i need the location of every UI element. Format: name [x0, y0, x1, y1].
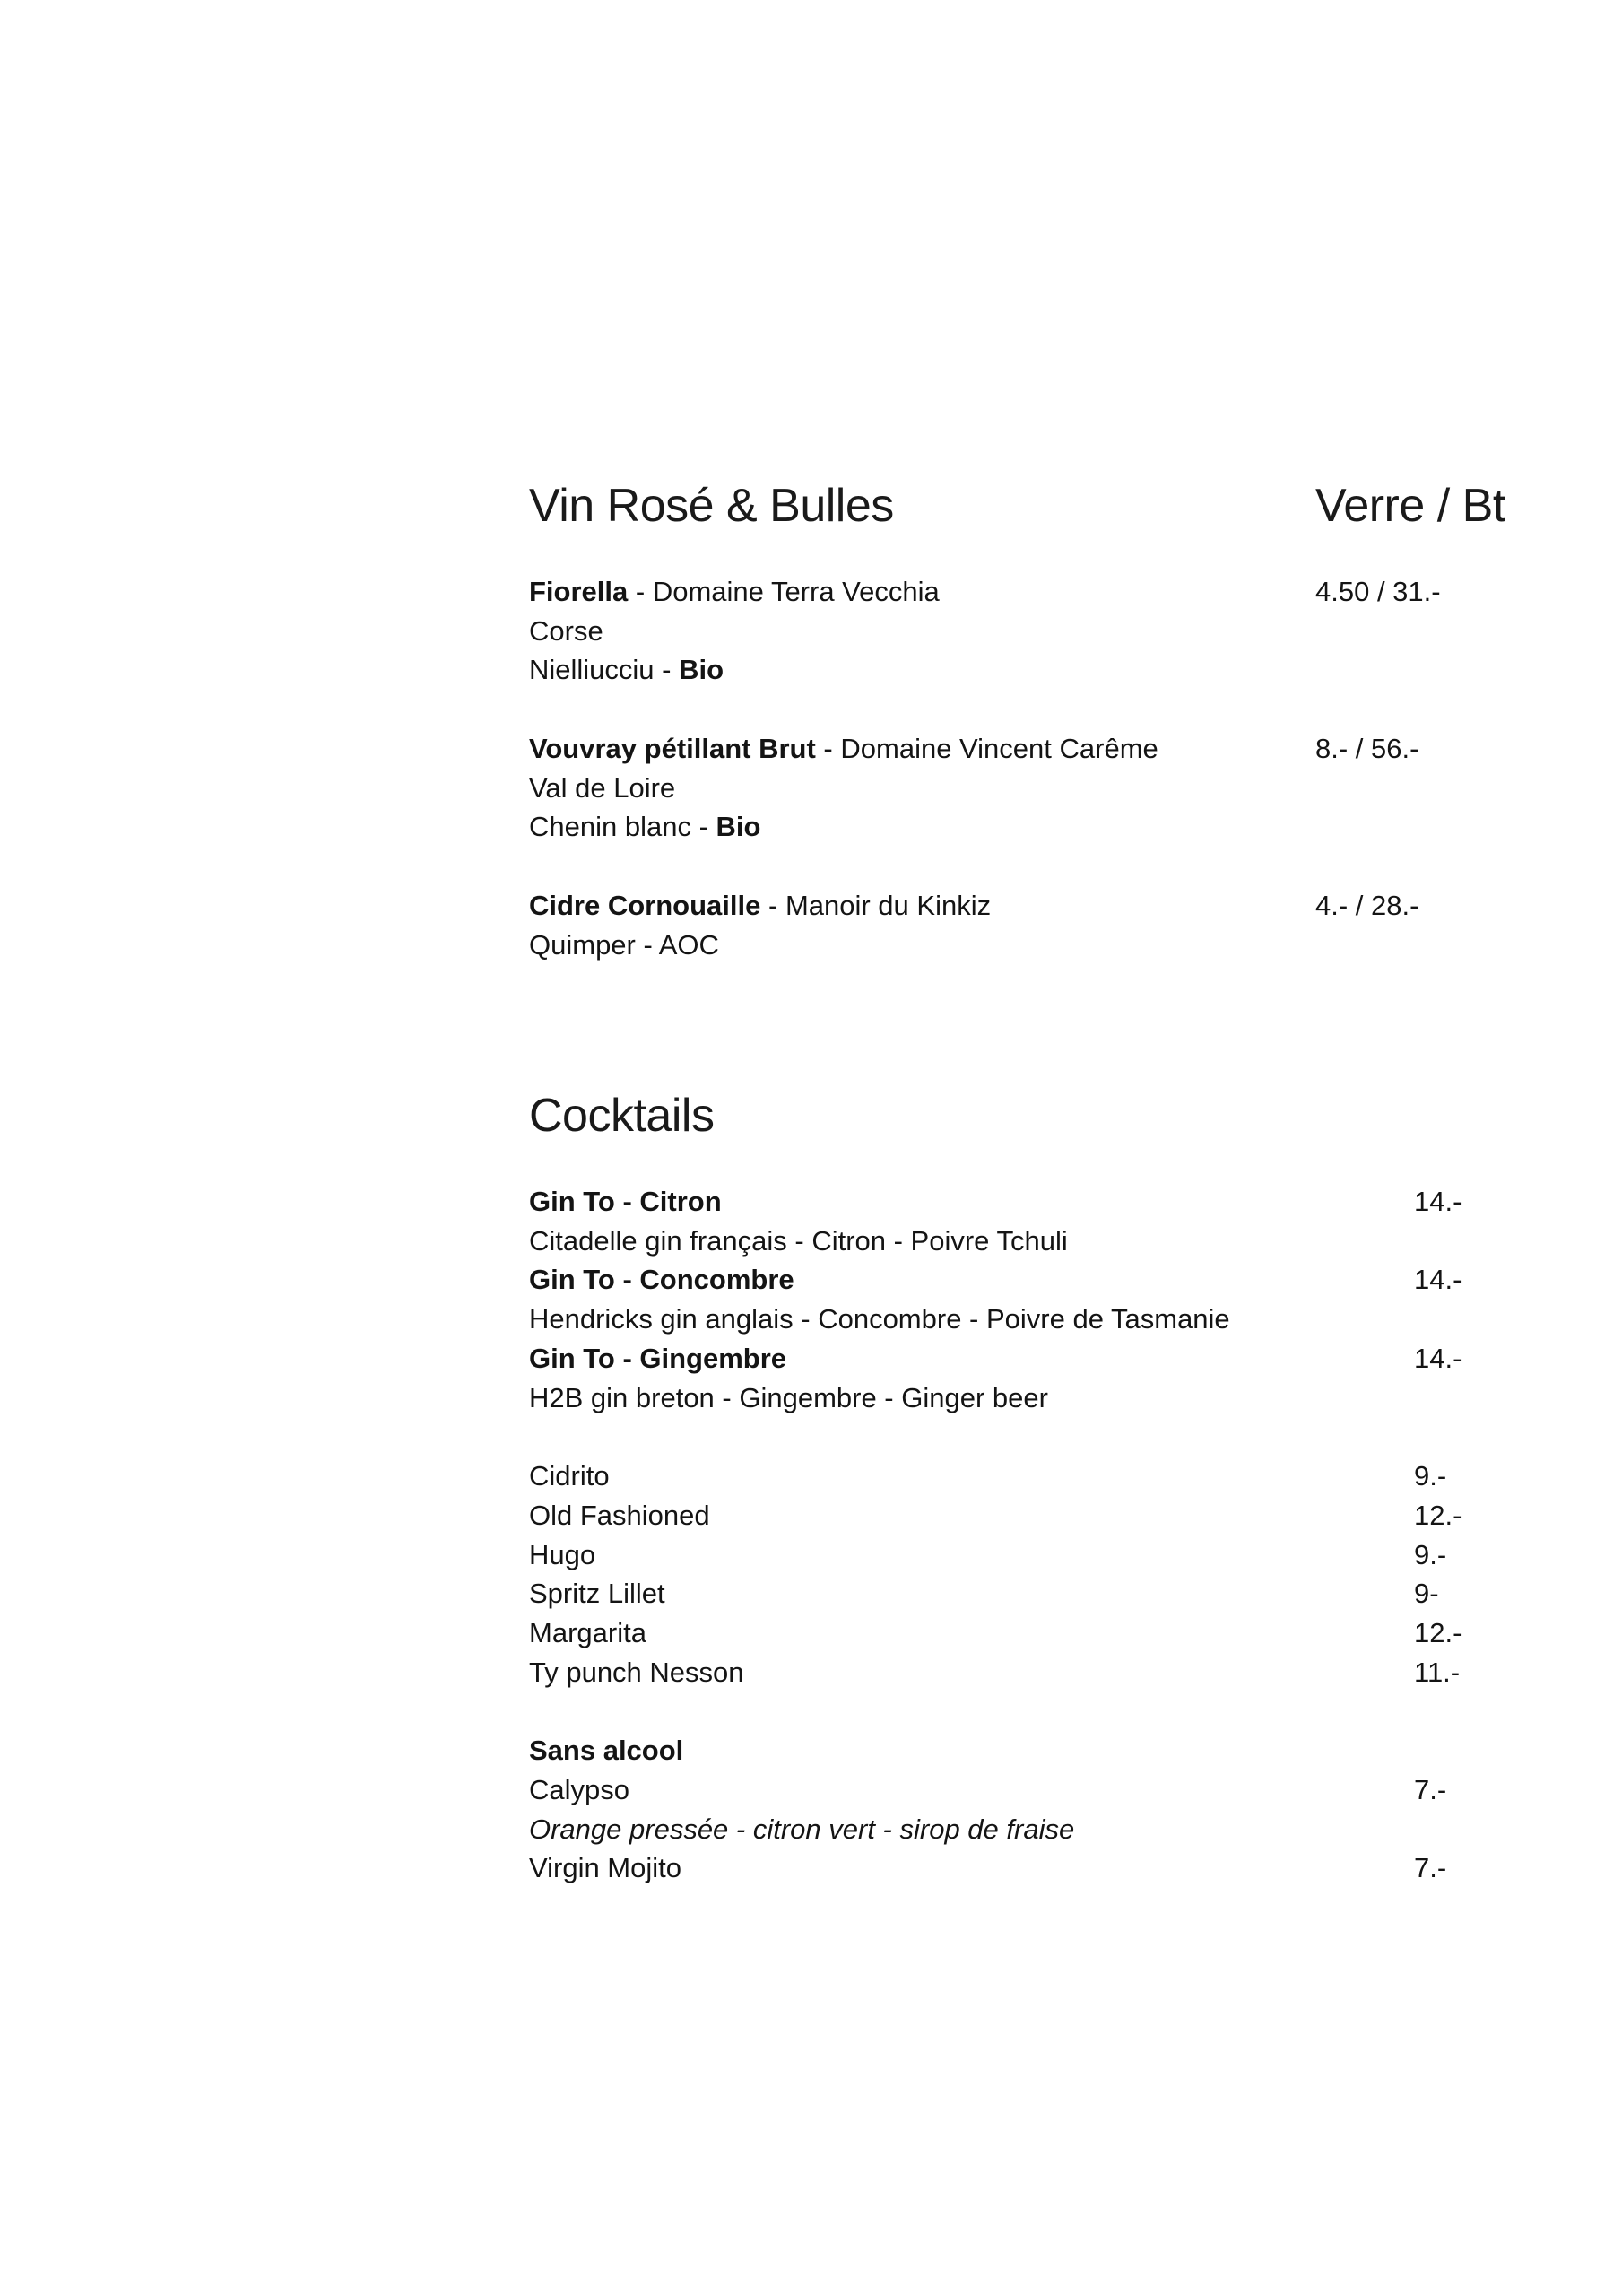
sans-alcool-title	[529, 1731, 683, 1770]
cocktails-section-title: Cocktails	[529, 1090, 715, 1142]
cocktail-item-price: 11.-	[1414, 1657, 1461, 1688]
cocktail-name-text: Gin To - Concombre	[529, 1264, 794, 1295]
wine-item-label: Bio	[679, 654, 724, 685]
sans-alcool-title-text: Sans alcool	[529, 1735, 684, 1766]
wine-item-producer: Domaine Vincent Carême	[840, 733, 1158, 764]
separator: -	[690, 811, 716, 842]
separator: -	[654, 654, 680, 685]
separator: -	[760, 890, 785, 921]
cocktail-item-price: 14.-	[1414, 1186, 1462, 1217]
cocktail-name-text: Gin To - Citron	[529, 1186, 722, 1217]
wine-item-grape-line	[529, 650, 724, 690]
separator: -	[815, 733, 841, 764]
mocktail-item-name: Virgin Mojito	[529, 1852, 682, 1883]
mocktail-item-price: 7.-	[1414, 1774, 1447, 1805]
cocktail-item-price: 12.-	[1414, 1617, 1462, 1648]
wine-item-price: 4.- / 28.-	[1315, 890, 1419, 921]
cocktail-item-name: Old Fashioned	[529, 1500, 710, 1531]
cocktail-item-price: 9-	[1414, 1578, 1439, 1609]
cocktail-item-price: 9.-	[1414, 1460, 1447, 1492]
cocktail-name-text: Gin To - Gingembre	[529, 1343, 787, 1374]
mocktail-item-price: 7.-	[1414, 1852, 1447, 1883]
cocktail-item-desc: Citadelle gin français - Citron - Poivre Tchuli	[529, 1225, 1068, 1257]
wine-item-grape-line	[529, 807, 760, 847]
wine-section-title: Vin Rosé & Bulles	[529, 480, 894, 532]
wine-item-grape: Chenin blanc	[529, 811, 691, 842]
cocktail-item-desc: H2B gin breton - Gingembre - Ginger beer	[529, 1382, 1048, 1413]
cocktail-item-price: 14.-	[1414, 1264, 1462, 1295]
mocktail-item-name: Calypso	[529, 1774, 629, 1805]
cocktail-item-price: 12.-	[1414, 1500, 1462, 1531]
cocktail-item-name: Ty punch Nesson	[529, 1657, 744, 1688]
wine-item-grape: Nielliucciu	[529, 654, 655, 685]
mocktail-item-desc: Orange pressée - citron vert - sirop de fraise	[529, 1813, 1075, 1845]
cocktail-item-name: Margarita	[529, 1617, 646, 1648]
wine-item-price: 4.50 / 31.-	[1315, 576, 1441, 607]
separator: -	[628, 576, 653, 607]
cocktail-item-name	[529, 1339, 786, 1378]
cocktail-item-price: 9.-	[1414, 1539, 1447, 1570]
wine-item-name-line	[529, 729, 1158, 769]
cocktail-item-name	[529, 1260, 794, 1300]
wine-item-name: Fiorella	[529, 576, 629, 607]
cocktail-item-name: Cidrito	[529, 1460, 610, 1492]
wine-item-producer: Domaine Terra Vecchia	[652, 576, 940, 607]
cocktail-item-name	[529, 1182, 722, 1222]
cocktail-item-name: Spritz Lillet	[529, 1578, 665, 1609]
wine-item-name: Cidre Cornouaille	[529, 890, 761, 921]
wine-price-header: Verre / Bt	[1315, 480, 1505, 532]
wine-item-name: Vouvray pétillant Brut	[529, 733, 816, 764]
wine-item-name-line	[529, 886, 991, 926]
wine-item-region: Val de Loire	[529, 772, 676, 804]
cocktail-item-name: Hugo	[529, 1539, 596, 1570]
wine-item-name-line	[529, 572, 940, 612]
wine-item-region: Corse	[529, 615, 603, 647]
wine-item-price: 8.- / 56.-	[1315, 733, 1419, 764]
wine-item-producer: Manoir du Kinkiz	[785, 890, 992, 921]
cocktail-item-price: 14.-	[1414, 1343, 1462, 1374]
wine-item-label: Bio	[716, 811, 761, 842]
wine-item-region: Quimper - AOC	[529, 929, 719, 961]
cocktail-item-desc: Hendricks gin anglais - Concombre - Poivre de Tasmanie	[529, 1303, 1230, 1335]
